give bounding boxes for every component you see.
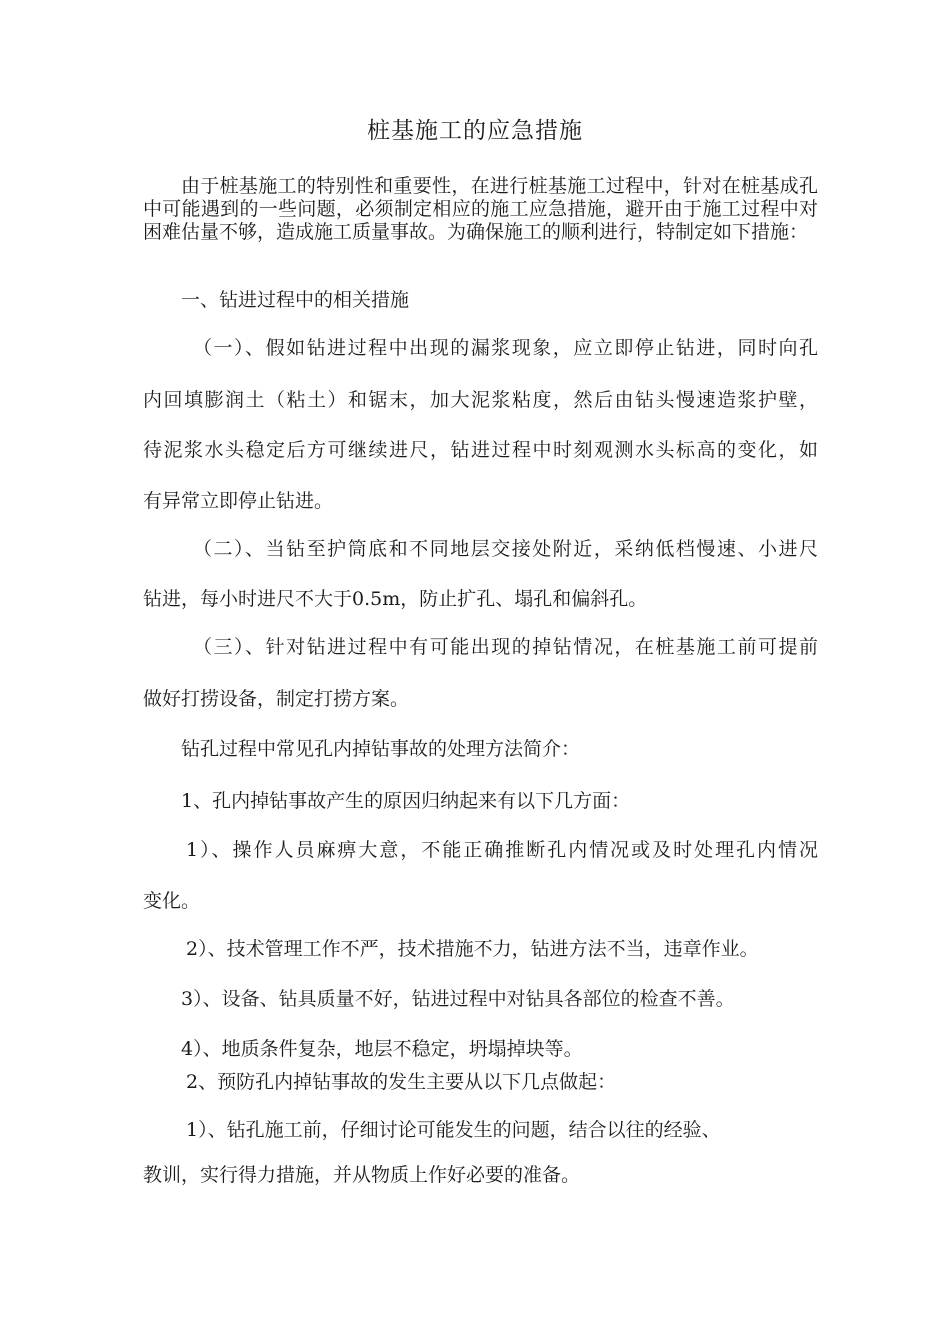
subheading: 钻孔过程中常见孔内掉钻事故的处理方法简介： — [181, 738, 581, 760]
cause4: 4）、地质条件复杂，地层不稳定，坍塌掉块等。 — [181, 1038, 583, 1060]
prevent1-line1: 1）、钻孔施工前，仔细讨论可能发生的问题，结合以往的经验、 — [186, 1119, 721, 1141]
item1-line4: 有异常立即停止钻进。 — [143, 490, 334, 512]
cause1-line2: 变化。 — [143, 890, 201, 912]
item2-line1: （二）、当钻至护筒底和不同地层交接处附近，采纳低档慢速、小进尺 — [193, 538, 818, 560]
cause2: 2）、技术管理工作不严，技术措施不力，钻进方法不当，违章作业。 — [186, 938, 759, 960]
prevent-heading: 2、预防孔内掉钻事故的发生主要从以下几点做起： — [186, 1071, 617, 1093]
item3-line2: 做好打捞设备，制定打捞方案。 — [143, 688, 410, 710]
item1-line1: （一）、假如钻进过程中出现的漏浆现象，应立即停止钻进，同时向孔 — [193, 337, 818, 359]
causes-heading: 1、孔内掉钻事故产生的原因归纳起来有以下几方面： — [181, 790, 631, 812]
prevent1-line2: 教训，实行得力措施，并从物质上作好必要的准备。 — [143, 1164, 581, 1186]
item1-line3: 待泥浆水头稳定后方可继续进尺，钻进过程中时刻观测水头标高的变化，如 — [143, 439, 818, 461]
section1-heading: 一、钻进过程中的相关措施 — [181, 289, 410, 311]
item2-line2: 钻进，每小时进尺不大于0.5m，防止扩孔、塌孔和偏斜孔。 — [143, 588, 648, 610]
document-title: 桩基施工的应急措施 — [367, 118, 583, 144]
intro-paragraph: 由于桩基施工的特别性和重要性，在进行桩基施工过程中，针对在桩基成孔中可能遇到的一些问题，必须制定相应的施工应急措施，避开由于施工过程中对困难估量不够，造成施工质量事故。为确保施工的顺利进行，特制定如下措施： — [143, 175, 818, 243]
cause3: 3）、设备、钻具质量不好，钻进过程中对钻具各部位的检查不善。 — [181, 988, 735, 1010]
cause1-line1: 1）、操作人员麻痹大意，不能正确推断孔内情况或及时处理孔内情况 — [186, 839, 818, 861]
item1-line2: 内回填膨润土（粘土）和锯末，加大泥浆粘度，然后由钻头慢速造浆护壁， — [143, 389, 818, 411]
item3-line1: （三）、针对钻进过程中有可能出现的掉钻情况，在桩基施工前可提前 — [193, 636, 818, 658]
